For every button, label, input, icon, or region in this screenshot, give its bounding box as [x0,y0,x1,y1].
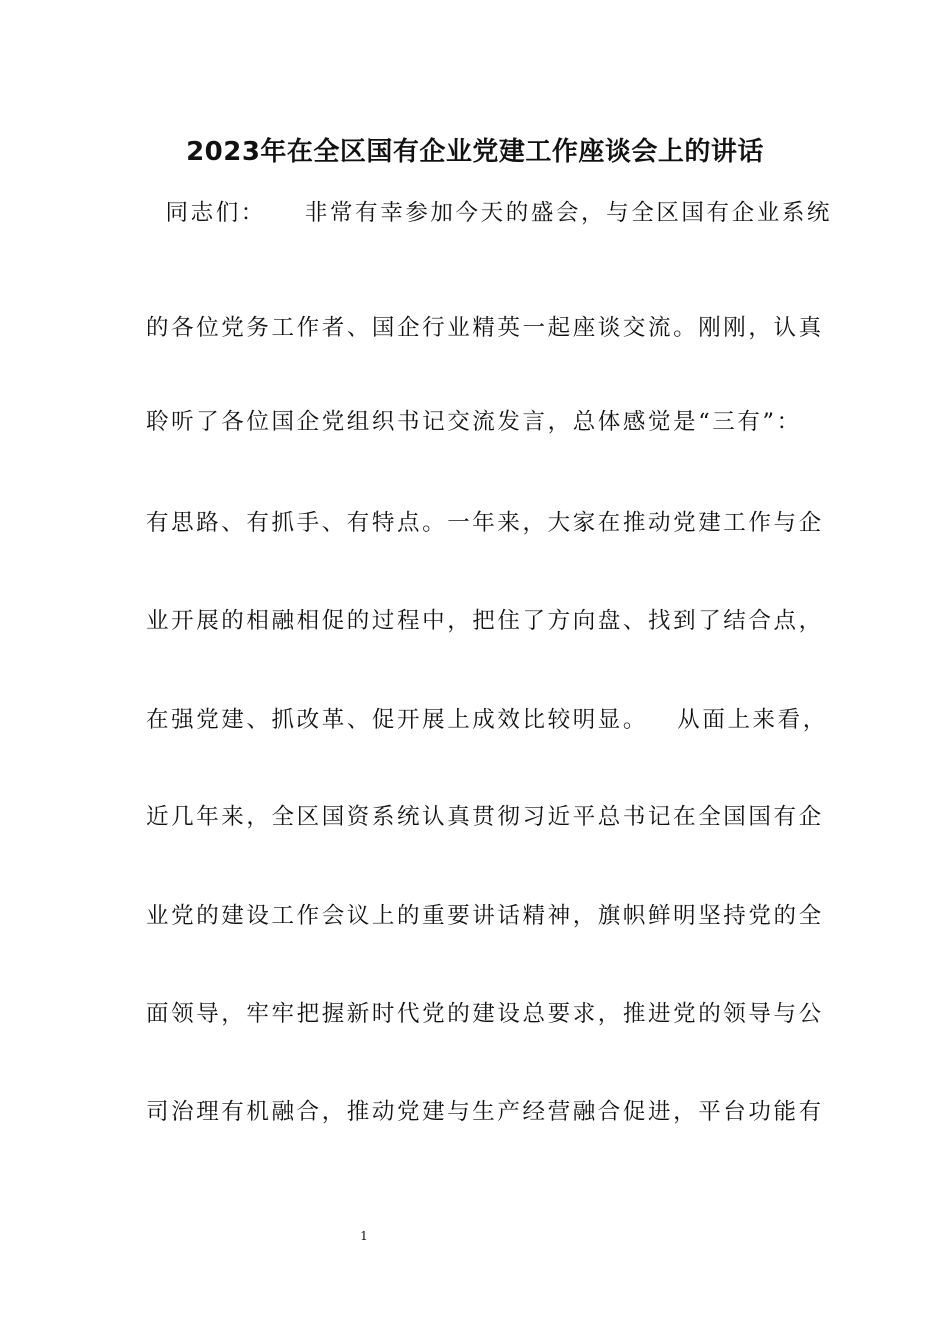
body-line-2: 的各位党务工作者、国企行业精英一起座谈交流。刚刚，认真 [146,315,824,341]
body-line-4: 有思路、有抓手、有特点。一年来，大家在推动党建工作与企 [146,510,824,536]
body-line-1: 同志们： 非常有幸参加今天的盛会，与全区国有企业系统 [146,200,833,226]
body-line-10: 司治理有机融合，推动党建与生产经营融合促进，平台功能有 [146,1099,824,1125]
body-line-6: 在强党建、抓改革、促开展上成效比较明显。 从面上来看， [146,707,828,733]
page-number: 1 [360,1229,368,1243]
body-line-8: 业党的建设工作会议上的重要讲话精神，旗帜鲜明坚持党的全 [146,903,824,929]
body-line-3: 聆听了各位国企党组织书记交流发言，总体感觉是“三有”： [146,409,802,435]
body-line-9: 面领导，牢牢把握新时代党的建设总要求，推进党的领导与公 [146,1001,824,1027]
body-line-7: 近几年来，全区国资系统认真贯彻习近平总书记在全国国有企 [146,804,824,830]
body-line-5: 业开展的相融相促的过程中，把住了方向盘、找到了结合点， [146,608,824,634]
document-title: 2023年在全区国有企业党建工作座谈会上的讲话 [186,137,764,167]
